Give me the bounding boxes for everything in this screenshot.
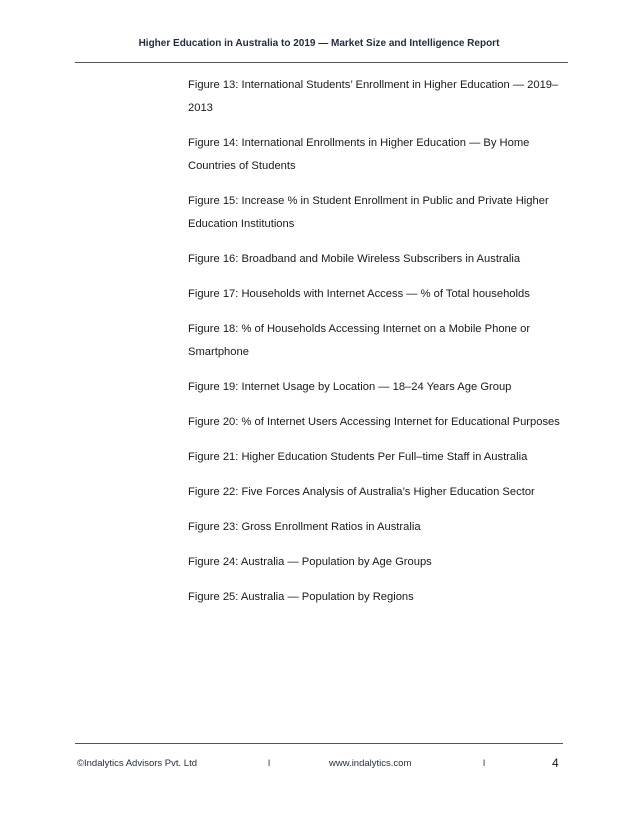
figure-item-25: Figure 25: Australia — Population by Regions — [188, 591, 414, 603]
page-footer — [0, 758, 638, 774]
figure-item-17: Figure 17: Households with Internet Access — % of Total households — [188, 288, 530, 300]
footer-separator: l — [268, 758, 271, 769]
footer-company: ©Indalytics Advisors Pvt. Ltd — [77, 758, 197, 769]
figure-item-13: Figure 13: International Students’ Enrollment in Higher Education — 2019–2013 — [188, 79, 559, 114]
header-divider — [75, 62, 568, 63]
figure-item-23: Figure 23: Gross Enrollment Ratios in Australia — [188, 521, 421, 533]
figure-item-19: Figure 19: Internet Usage by Location — 18–24 Years Age Group — [188, 381, 512, 393]
figure-item-24: Figure 24: Australia — Population by Age Groups — [188, 556, 432, 568]
figure-item-21: Figure 21: Higher Education Students Per Full–time Staff in Australia — [188, 451, 528, 463]
figure-item-15: Figure 15: Increase % in Student Enrollment in Public and Private Higher Education Institutions — [188, 195, 549, 230]
figure-item-20: Figure 20: % of Internet Users Accessing Internet for Educational Purposes — [188, 416, 560, 428]
figure-list — [188, 74, 568, 621]
footer-separator: l — [483, 758, 486, 769]
footer-divider — [75, 743, 563, 744]
footer-website-link[interactable]: www.indalytics.com — [329, 758, 412, 769]
figure-item-18: Figure 18: % of Households Accessing Internet on a Mobile Phone or Smartphone — [188, 323, 531, 358]
page-number: 4 — [552, 756, 559, 770]
header-title: Higher Education in Australia to 2019 — Market Size and Intelligence Report — [138, 38, 500, 49]
figure-item-16: Figure 16: Broadband and Mobile Wireless Subscribers in Australia — [188, 253, 521, 265]
figure-item-14: Figure 14: International Enrollments in Higher Education — By Home Countries of Students — [188, 137, 530, 172]
figure-item-22: Figure 22: Five Forces Analysis of Australia’s Higher Education Sector — [188, 486, 535, 498]
